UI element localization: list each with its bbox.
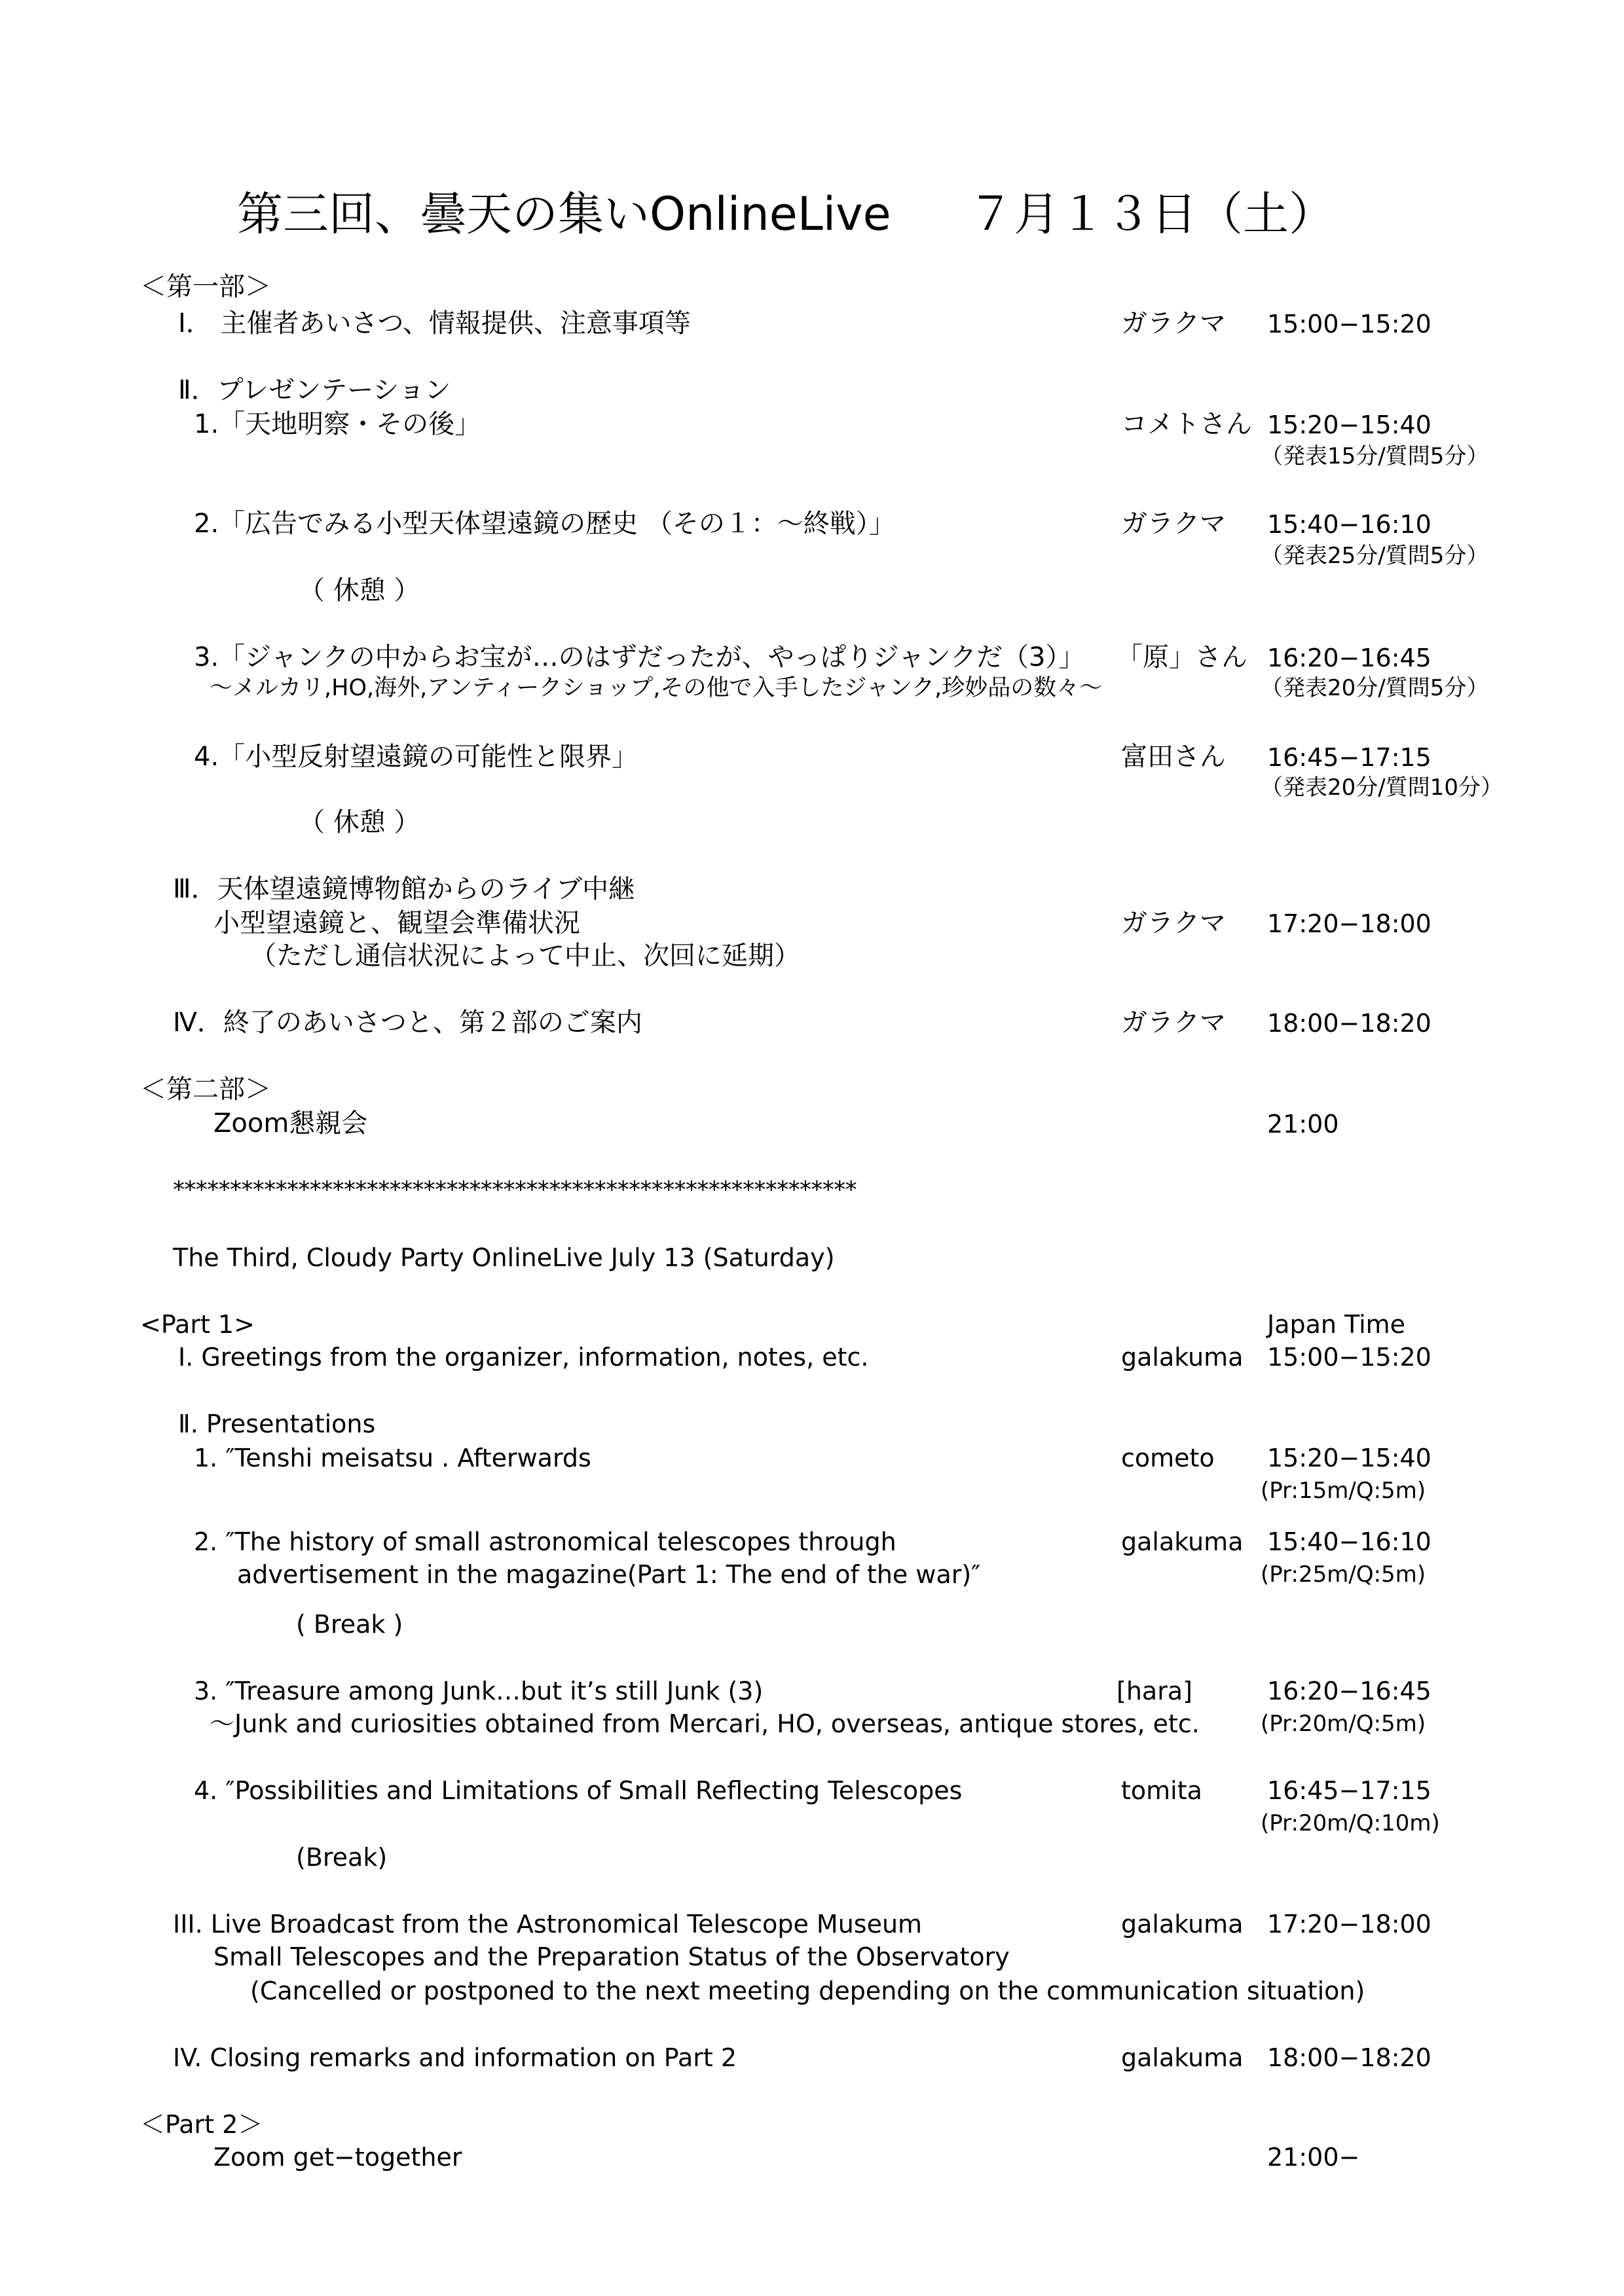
en-p3-note: (Pr:20m/Q:5m) bbox=[1261, 1711, 1426, 1737]
en-p3-label: 3. ″Treasure among Junk…but it’s still Junk (3) bbox=[194, 1677, 764, 1705]
en-zoom-time: 21:00− bbox=[1267, 2143, 1360, 2172]
jp-part1-header: ＜第一部＞ bbox=[140, 272, 271, 302]
en-p1-time: 15:20−15:40 bbox=[1267, 1444, 1431, 1472]
en-item3-label: III. Live Broadcast from the Astronomical Telescope Museum bbox=[173, 1910, 923, 1939]
jp-p4-speaker: 富田さん bbox=[1121, 742, 1226, 772]
en-item3-speaker: galakuma bbox=[1121, 1910, 1244, 1939]
jp-break-2: （ 休憩 ） bbox=[299, 807, 420, 837]
separator-line: ************************************************************ bbox=[173, 1176, 857, 1203]
jp-p1-label: 1.「天地明察・その後」 bbox=[194, 409, 481, 439]
en-p3-sub: ～Junk and curiosities obtained from Mercari, HO, overseas, antique stores, etc. bbox=[210, 1709, 1200, 1738]
en-p1-speaker: cometo bbox=[1121, 1444, 1215, 1472]
en-p4-note: (Pr:20m/Q:10m) bbox=[1261, 1810, 1440, 1836]
jp-item4-time: 18:00−18:20 bbox=[1267, 1009, 1431, 1038]
en-item3-line2: Small Telescopes and the Preparation Status of the Observatory bbox=[213, 1942, 1010, 1971]
en-item3-line3: (Cancelled or postponed to the next meeting depending on the communication situation) bbox=[250, 1977, 1365, 2005]
jp-zoom-label: Zoom懇親会 bbox=[213, 1108, 368, 1139]
en-p2-line2: advertisement in the magazine(Part 1: The end of the war)″ bbox=[237, 1560, 981, 1589]
jp-item3-label: Ⅲ．天体望遠鏡博物館からのライブ中継 bbox=[173, 874, 635, 904]
jp-p4-note: （発表20分/質問10分） bbox=[1261, 774, 1503, 801]
en-break-1: ( Break ) bbox=[296, 1610, 403, 1639]
jp-item1-label: Ⅰ． 主催者あいさつ、情報提供、注意事項等 bbox=[178, 308, 691, 338]
jp-title: 第三回、曇天の集いOnlineLive bbox=[237, 187, 891, 241]
en-p2-time: 15:40−16:10 bbox=[1267, 1527, 1431, 1556]
en-p3-time: 16:20−16:45 bbox=[1267, 1677, 1431, 1705]
en-item4-speaker: galakuma bbox=[1121, 2043, 1244, 2072]
en-item1-label: Ⅰ. Greetings from the organizer, information, notes, etc. bbox=[178, 1343, 869, 1372]
jp-p4-label: 4.「小型反射望遠鏡の可能性と限界」 bbox=[194, 742, 638, 772]
jp-p1-note: （発表15分/質問5分） bbox=[1261, 443, 1489, 469]
en-part1-header: <Part 1> bbox=[140, 1310, 255, 1339]
en-p4-time: 16:45−17:15 bbox=[1267, 1776, 1431, 1805]
jp-item1-speaker: ガラクマ bbox=[1121, 308, 1226, 338]
en-p2-label: 2. ″The history of small astronomical telescopes through bbox=[194, 1527, 896, 1556]
jp-break-1: （ 休憩 ） bbox=[299, 575, 420, 606]
jp-p2-speaker: ガラクマ bbox=[1121, 509, 1226, 539]
jp-item3-line2: 小型望遠鏡と、観望会準備状況 bbox=[213, 908, 580, 938]
en-break-2: (Break) bbox=[296, 1843, 388, 1872]
jp-item4-label: Ⅳ．終了のあいさつと、第２部のご案内 bbox=[173, 1008, 642, 1038]
jp-p4-time: 16:45−17:15 bbox=[1267, 743, 1431, 772]
jp-p3-sub: ～メルカリ,HO,海外,アンティークショップ,その他で入手したジャンク,珍妙品の数々～ bbox=[210, 675, 1103, 701]
en-item2-header: Ⅱ. Presentations bbox=[178, 1410, 376, 1438]
jp-zoom-time: 21:00 bbox=[1267, 1110, 1339, 1139]
en-p3-speaker: [hara] bbox=[1116, 1677, 1192, 1705]
en-item4-time: 18:00−18:20 bbox=[1267, 2043, 1431, 2072]
en-p2-note: (Pr:25m/Q:5m) bbox=[1261, 1561, 1426, 1588]
en-zoom-label: Zoom get−together bbox=[213, 2143, 462, 2172]
jp-p2-label: 2.「広告でみる小型天体望遠鏡の歴史 （その１：～終戦）」 bbox=[194, 509, 895, 539]
jp-item3-time: 17:20−18:00 bbox=[1267, 909, 1431, 938]
jp-p2-note: （発表25分/質問5分） bbox=[1261, 543, 1489, 569]
jp-item3-line3: （ただし通信状況によって中止、次回に延期） bbox=[250, 941, 800, 971]
en-japan-time: Japan Time bbox=[1267, 1310, 1406, 1339]
en-p4-speaker: tomita bbox=[1121, 1776, 1202, 1805]
en-p1-note: (Pr:15m/Q:5m) bbox=[1261, 1478, 1426, 1504]
jp-item1-time: 15:00−15:20 bbox=[1267, 310, 1431, 338]
jp-item4-speaker: ガラクマ bbox=[1121, 1008, 1226, 1038]
jp-p3-label: 3.「ジャンクの中からお宝が…のはずだったが、やっぱりジャンクだ（3）」 bbox=[194, 642, 1085, 672]
en-p2-speaker: galakuma bbox=[1121, 1527, 1244, 1556]
jp-part2-header: ＜第二部＞ bbox=[140, 1074, 271, 1104]
jp-item3-speaker: ガラクマ bbox=[1121, 908, 1226, 938]
jp-p1-speaker: コメトさん bbox=[1121, 409, 1252, 439]
en-p1-label: 1. ″Tenshi meisatsu . Afterwards bbox=[194, 1444, 591, 1472]
jp-p3-speaker: 「原」さん bbox=[1116, 642, 1247, 672]
en-item4-label: IV. Closing remarks and information on Part 2 bbox=[173, 2043, 737, 2072]
en-title: The Third, Cloudy Party OnlineLive July 13 (Saturday) bbox=[173, 1243, 835, 1272]
en-p4-label: 4. ″Possibilities and Limitations of Small Reflecting Telescopes bbox=[194, 1776, 963, 1805]
jp-p2-time: 15:40−16:10 bbox=[1267, 510, 1431, 539]
jp-date: ７月１３日（土） bbox=[968, 187, 1335, 241]
jp-p3-note: （発表20分/質問5分） bbox=[1261, 675, 1489, 701]
en-item1-time: 15:00−15:20 bbox=[1267, 1343, 1431, 1372]
en-item3-time: 17:20−18:00 bbox=[1267, 1910, 1431, 1939]
jp-p1-time: 15:20−15:40 bbox=[1267, 410, 1431, 439]
jp-p3-time: 16:20−16:45 bbox=[1267, 644, 1431, 672]
en-item1-speaker: galakuma bbox=[1121, 1343, 1244, 1372]
jp-item2-header: Ⅱ．プレゼンテーション bbox=[178, 375, 451, 405]
en-part2-header: ＜Part 2＞ bbox=[140, 2110, 263, 2139]
